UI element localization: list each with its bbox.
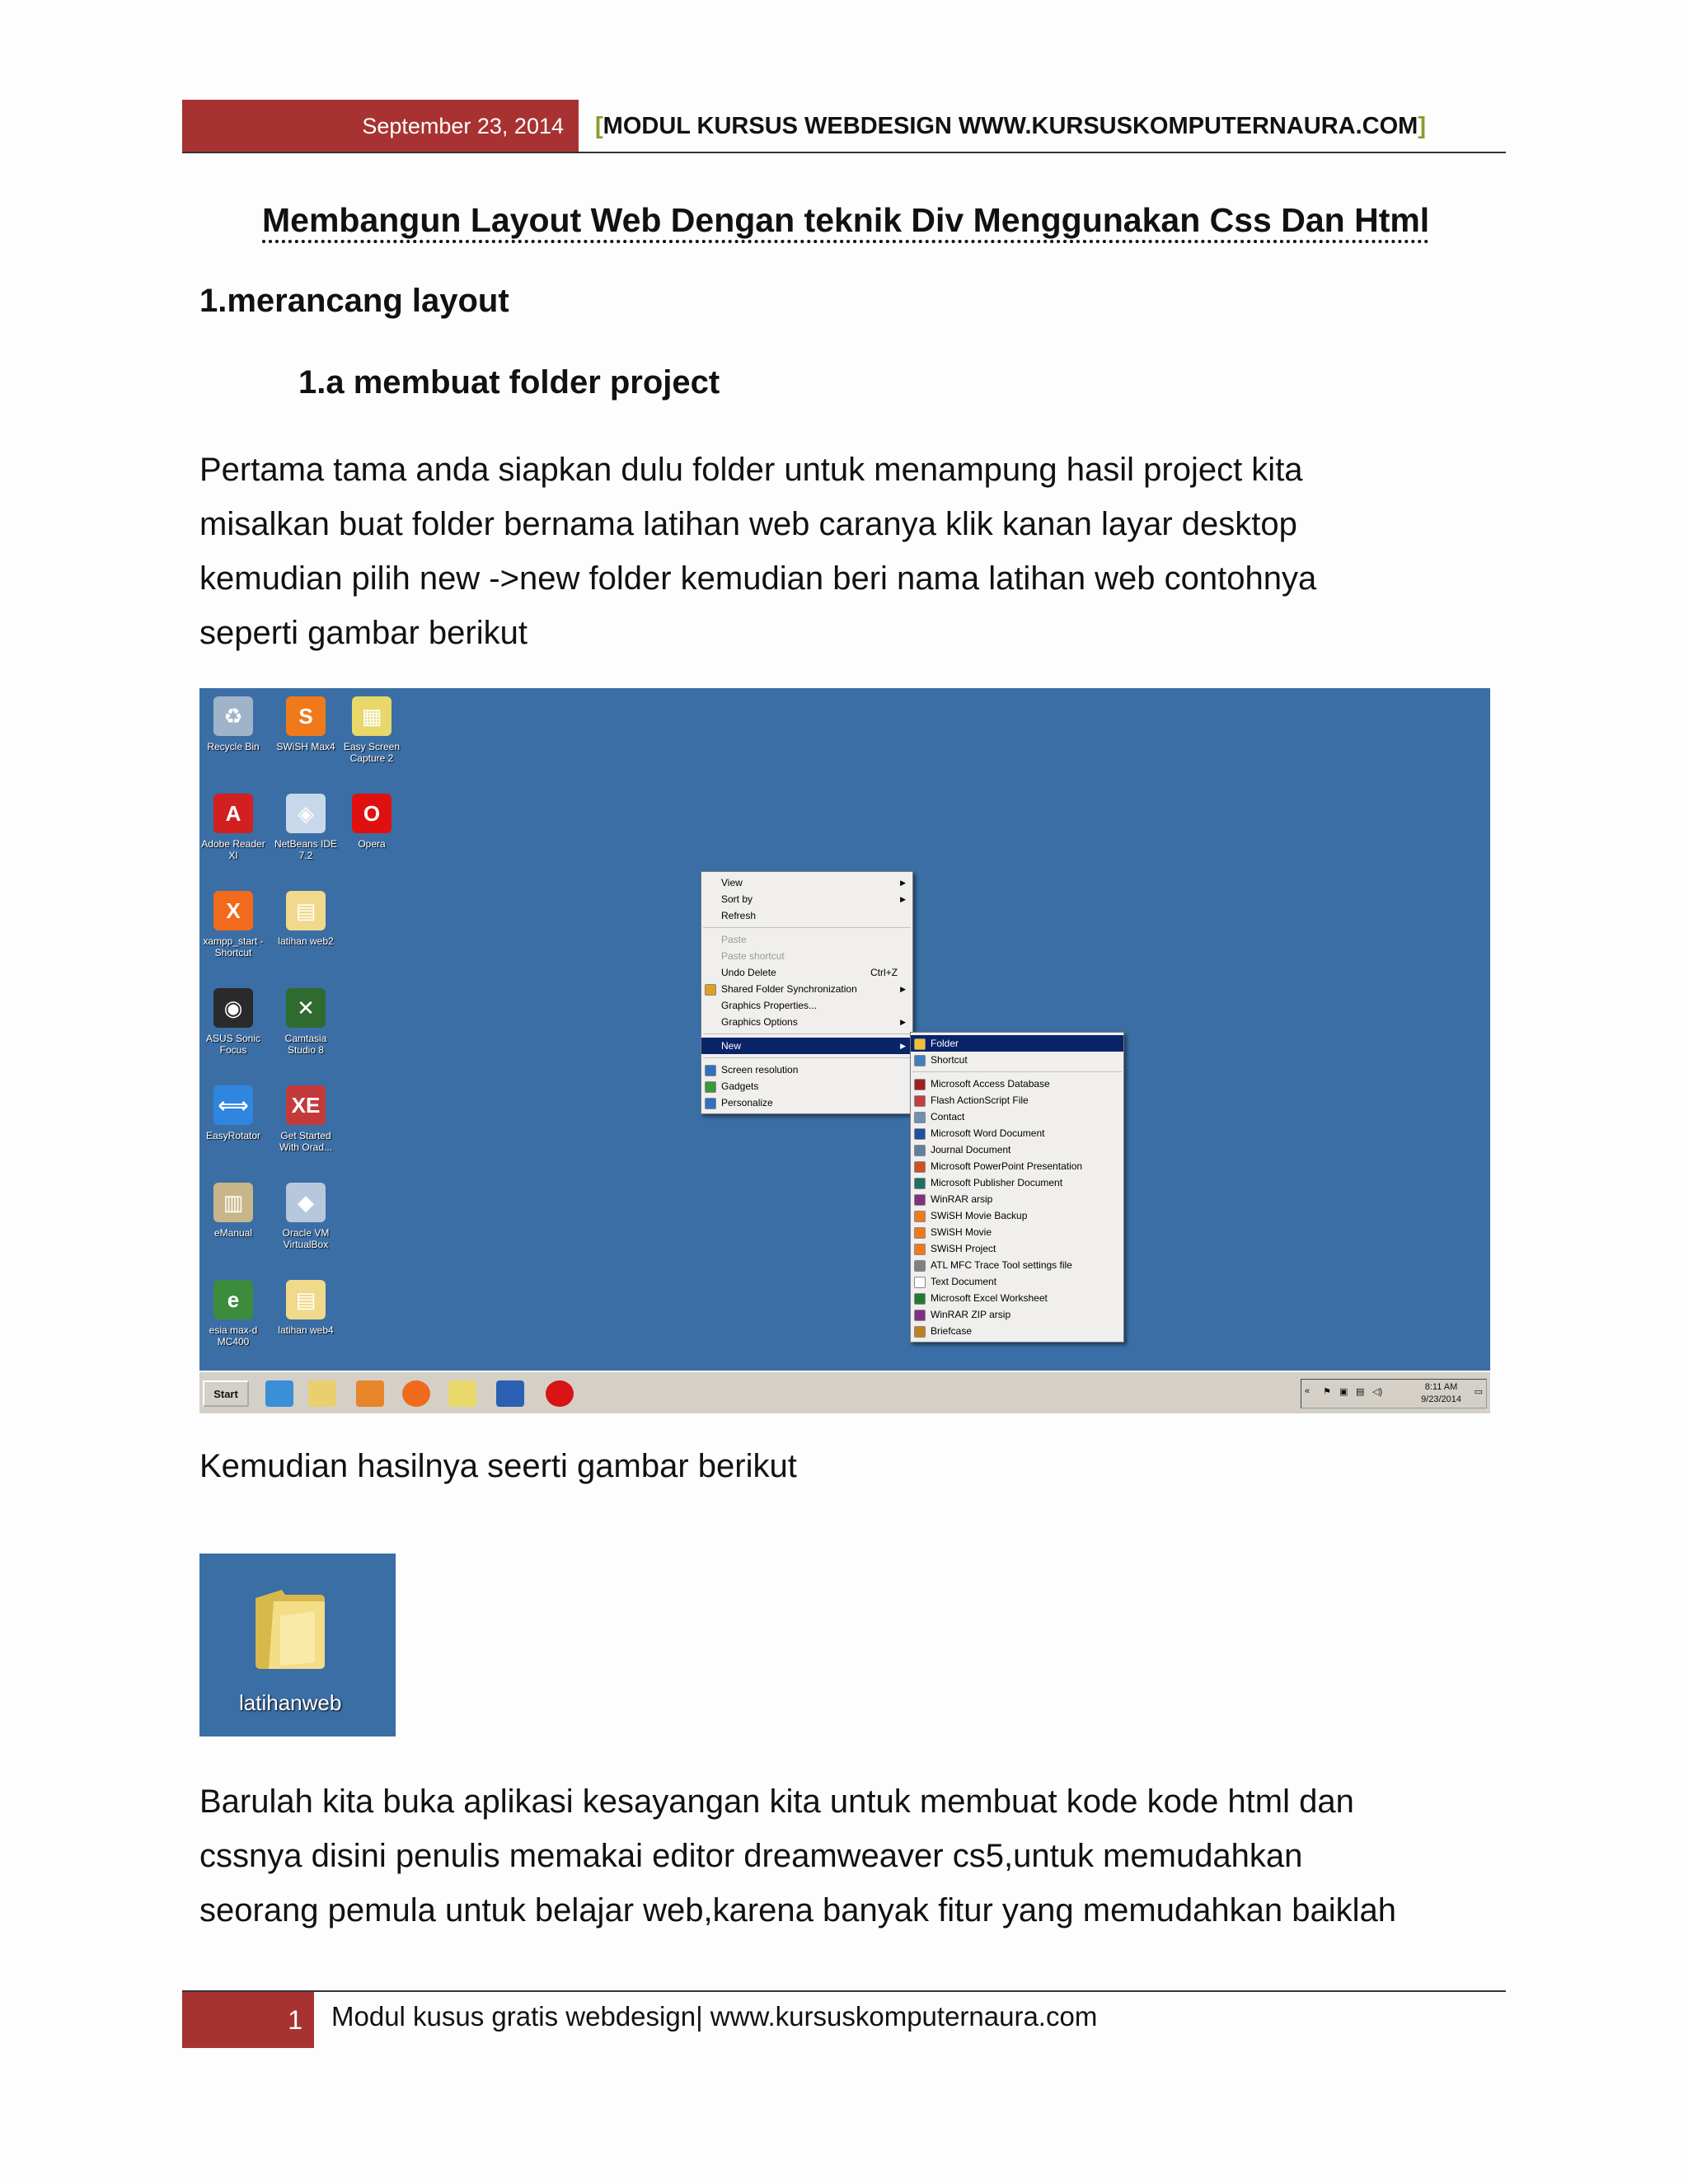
tray-chevron-icon[interactable]: « — [1305, 1386, 1311, 1396]
paragraph-line: seperti gambar berikut — [199, 615, 528, 651]
new-submenu-item[interactable] — [911, 1108, 1123, 1125]
menu-item-icon — [914, 1055, 926, 1066]
menu-item-label: SWiSH Project — [931, 1243, 996, 1254]
desktop-icon-image-icon: ♻ — [213, 696, 253, 736]
menu-item-icon — [705, 1081, 716, 1093]
desktop-icon-image-icon: ▦ — [352, 696, 392, 736]
menu-item-icon — [914, 1244, 926, 1255]
context-menu-item[interactable] — [701, 997, 912, 1014]
desktop-screenshot — [199, 688, 1490, 1413]
menu-item-icon — [914, 1293, 926, 1305]
desktop-icon-label: ASUS Sonic Focus — [205, 1033, 261, 1056]
desktop-icon-label: esia max-d MC400 — [209, 1324, 258, 1347]
menu-item-icon — [914, 1128, 926, 1140]
new-submenu-item[interactable] — [911, 1035, 1123, 1052]
submenu-arrow-icon: ▶ — [900, 879, 906, 887]
desktop-icon-label: Get Started With Orad... — [279, 1130, 332, 1153]
folder-result-screenshot — [199, 1554, 396, 1736]
new-submenu-item[interactable] — [911, 1092, 1123, 1108]
desktop-icon-label: Oracle VM VirtualBox — [282, 1227, 330, 1250]
start-button[interactable] — [203, 1380, 249, 1407]
screen-capture-icon[interactable] — [448, 1380, 476, 1407]
new-submenu-item[interactable] — [911, 1052, 1123, 1068]
clock-date: 9/23/2014 — [1421, 1394, 1461, 1404]
footer-text: Modul kusus gratis webdesign| www.kursuskomputernaura.com — [331, 2001, 1098, 2032]
menu-item-label: Contact — [931, 1111, 965, 1122]
context-menu-item — [701, 931, 912, 948]
menu-separator — [703, 927, 911, 928]
menu-item-label: New — [721, 1040, 742, 1052]
menu-item-label: Screen resolution — [721, 1064, 799, 1076]
desktop-icon-image-icon: ⟺ — [213, 1085, 253, 1125]
menu-item-label: Shortcut — [931, 1054, 968, 1066]
opera-icon[interactable] — [546, 1380, 574, 1407]
desktop-icon[interactable] — [272, 891, 340, 947]
show-desktop-icon[interactable]: ▭ — [1474, 1387, 1483, 1397]
flag-icon[interactable]: ⚑ — [1323, 1387, 1331, 1397]
header-title — [595, 100, 1426, 153]
menu-item-icon — [914, 1112, 926, 1123]
desktop-icon[interactable] — [199, 794, 267, 861]
menu-item-label: Microsoft PowerPoint Presentation — [931, 1160, 1083, 1172]
desktop-icon-label: eManual — [213, 1227, 253, 1239]
menu-item-label: Briefcase — [931, 1325, 973, 1337]
menu-separator — [703, 1033, 911, 1034]
menu-item-label: Graphics Options — [721, 1016, 798, 1028]
desktop-icon[interactable] — [338, 794, 406, 850]
new-submenu-item[interactable] — [911, 1273, 1123, 1290]
menu-item-label: WinRAR ZIP arsip — [931, 1309, 1011, 1320]
menu-item-label: Personalize — [721, 1097, 773, 1108]
header-bracket-open: [ — [595, 113, 603, 139]
context-menu-item[interactable] — [701, 907, 912, 924]
header-bracket-close: ] — [1418, 113, 1427, 139]
system-tray — [1301, 1379, 1487, 1408]
explorer-folder-icon[interactable] — [308, 1380, 336, 1407]
desktop-icon-image-icon: ▤ — [286, 891, 326, 930]
submenu-arrow-icon: ▶ — [900, 1018, 906, 1026]
paragraph-line: Barulah kita buka aplikasi kesayangan kita untuk membuat kode kode html dan — [199, 1783, 1354, 1820]
submenu-arrow-icon: ▶ — [900, 1042, 906, 1050]
desktop-icon[interactable] — [272, 988, 340, 1056]
menu-item-shortcut: Ctrl+Z — [870, 967, 898, 978]
menu-item-icon — [914, 1277, 926, 1288]
new-submenu — [910, 1032, 1124, 1343]
context-menu-item[interactable] — [701, 1014, 912, 1030]
menu-item-label: Flash ActionScript File — [931, 1094, 1029, 1106]
menu-item-label: Text Document — [931, 1276, 997, 1287]
new-submenu-item[interactable] — [911, 1174, 1123, 1191]
new-submenu-item[interactable] — [911, 1158, 1123, 1174]
context-menu-item[interactable] — [701, 1038, 912, 1054]
menu-item-icon — [914, 1194, 926, 1206]
menu-item-label: View — [721, 877, 743, 888]
folder-label: latihanweb — [239, 1690, 342, 1715]
context-menu-item[interactable] — [701, 1094, 912, 1111]
paragraph-1 — [199, 443, 1316, 660]
menu-item-icon — [914, 1038, 926, 1050]
desktop-icon-image-icon: A — [213, 794, 253, 833]
menu-item-icon — [914, 1095, 926, 1107]
menu-item-icon — [914, 1178, 926, 1189]
paragraph-line: seorang pemula untuk belajar web,karena banyak fitur yang memudahkan baiklah — [199, 1892, 1397, 1929]
desktop-icon[interactable] — [199, 1183, 267, 1239]
taskbar — [199, 1371, 1490, 1413]
start-label: Start — [213, 1388, 238, 1400]
context-menu-item[interactable] — [701, 964, 912, 981]
menu-item-label: Journal Document — [931, 1144, 1011, 1155]
context-menu-item — [701, 948, 912, 964]
new-submenu-item[interactable] — [911, 1323, 1123, 1339]
desktop-icon-label: Easy Screen Capture 2 — [343, 741, 401, 764]
clock[interactable] — [1421, 1381, 1461, 1406]
context-menu-item[interactable] — [701, 1062, 912, 1078]
context-menu-item[interactable] — [701, 874, 912, 891]
document-title: Membangun Layout Web Dengan teknik Div Menggunakan Css Dan Html — [262, 201, 1430, 239]
menu-separator — [912, 1071, 1122, 1072]
context-menu-item[interactable] — [701, 981, 912, 997]
desktop-icon[interactable] — [272, 794, 340, 861]
desktop-icon-image-icon: O — [352, 794, 392, 833]
desktop-icon[interactable] — [199, 1280, 267, 1347]
submenu-arrow-icon: ▶ — [900, 985, 906, 993]
desktop-icon-image-icon: S — [286, 696, 326, 736]
menu-item-label: Undo Delete — [721, 967, 776, 978]
menu-item-icon — [705, 1098, 716, 1109]
desktop-icon[interactable] — [272, 1085, 340, 1153]
menu-item-icon — [705, 1065, 716, 1076]
desktop-icon-image-icon: ◆ — [286, 1183, 326, 1222]
desktop-icon-label: latihan web4 — [278, 1324, 334, 1336]
new-submenu-item[interactable] — [911, 1141, 1123, 1158]
menu-item-label: Shared Folder Synchronization — [721, 983, 857, 995]
desktop-icon-label: NetBeans IDE 7.2 — [274, 838, 338, 861]
firefox-icon[interactable] — [402, 1380, 430, 1407]
menu-separator — [703, 1057, 911, 1058]
new-submenu-item[interactable] — [911, 1257, 1123, 1273]
word-icon[interactable] — [496, 1380, 524, 1407]
menu-item-icon — [914, 1145, 926, 1156]
menu-item-icon — [914, 1079, 926, 1090]
desktop-icon[interactable] — [272, 1183, 340, 1250]
desktop-icon-label: xampp_start - Shortcut — [203, 935, 264, 958]
section-heading-1a: 1.a membuat folder project — [298, 364, 720, 401]
page-number: 1 — [182, 1992, 314, 2048]
media-player-icon[interactable] — [356, 1380, 384, 1407]
desktop-icon-label: Opera — [358, 838, 386, 850]
desktop-icon-image-icon: XE — [286, 1085, 326, 1125]
desktop-icon[interactable] — [272, 696, 340, 752]
paragraph-line: kemudian pilih new ->new folder kemudian beri nama latihan web contohnya — [199, 560, 1317, 597]
context-menu-item[interactable] — [701, 1078, 912, 1094]
menu-item-label: Sort by — [721, 893, 753, 905]
menu-item-icon — [914, 1211, 926, 1222]
paragraph-line: cssnya disini penulis memakai editor dreamweaver cs5,untuk memudahkan — [199, 1838, 1303, 1874]
new-submenu-item[interactable] — [911, 1306, 1123, 1323]
menu-item-icon — [705, 984, 716, 996]
menu-item-label: Microsoft Publisher Document — [931, 1177, 1063, 1188]
new-submenu-item[interactable] — [911, 1240, 1123, 1257]
desktop-icon-image-icon: ▥ — [213, 1183, 253, 1222]
new-submenu-item[interactable] — [911, 1076, 1123, 1092]
desktop-icon-image-icon: ◈ — [286, 794, 326, 833]
result-caption: Kemudian hasilnya seerti gambar berikut — [199, 1448, 797, 1484]
new-submenu-item[interactable] — [911, 1125, 1123, 1141]
desktop-icon-label: Camtasia Studio 8 — [284, 1033, 327, 1056]
desktop-icon-label: latihan web2 — [278, 935, 334, 947]
menu-item-icon — [914, 1310, 926, 1321]
desktop-icon-label: Recycle Bin — [207, 741, 260, 752]
new-submenu-item[interactable] — [911, 1191, 1123, 1207]
menu-item-label: Paste shortcut — [721, 950, 785, 962]
desktop-icon-image-icon: X — [213, 891, 253, 930]
desktop-icon[interactable] — [338, 696, 406, 764]
header-rule — [182, 152, 1506, 153]
menu-item-icon — [914, 1326, 926, 1338]
menu-item-label: WinRAR arsip — [931, 1193, 993, 1205]
desktop-icon-image-icon: e — [213, 1280, 253, 1319]
internet-explorer-icon[interactable] — [265, 1380, 293, 1407]
menu-item-label: Refresh — [721, 910, 757, 921]
desktop-icon-image-icon: ▤ — [286, 1280, 326, 1319]
menu-item-label: Paste — [721, 934, 747, 945]
desktop-icon-label: Adobe Reader XI — [201, 838, 265, 861]
footer-rule — [182, 1990, 1506, 1992]
context-menu-item[interactable] — [701, 891, 912, 907]
desktop-icon-label: SWiSH Max4 — [276, 741, 335, 752]
desktop-icon-image-icon: ✕ — [286, 988, 326, 1028]
section-heading-1: 1.merancang layout — [199, 283, 509, 319]
menu-item-label: Microsoft Access Database — [931, 1078, 1050, 1090]
paragraph-line: Pertama tama anda siapkan dulu folder untuk menampung hasil project kita — [199, 452, 1303, 488]
desktop-icon[interactable] — [199, 1085, 267, 1141]
paragraph-line: misalkan buat folder bernama latihan web caranya klik kanan layar desktop — [199, 506, 1297, 542]
desktop-icon[interactable] — [199, 891, 267, 958]
menu-item-label: Microsoft Word Document — [931, 1127, 1045, 1139]
new-submenu-item[interactable] — [911, 1207, 1123, 1224]
desktop-icon[interactable] — [199, 988, 267, 1056]
menu-item-label: SWiSH Movie Backup — [931, 1210, 1028, 1221]
menu-item-label: SWiSH Movie — [931, 1226, 992, 1238]
menu-item-label: Microsoft Excel Worksheet — [931, 1292, 1048, 1304]
submenu-arrow-icon: ▶ — [900, 895, 906, 903]
context-menu — [701, 871, 913, 1114]
menu-item-label: ATL MFC Trace Tool settings file — [931, 1259, 1072, 1271]
menu-item-icon — [914, 1227, 926, 1239]
desktop-icon[interactable] — [272, 1280, 340, 1336]
monitor-icon[interactable]: ▣ — [1339, 1387, 1348, 1397]
menu-item-icon — [914, 1161, 926, 1173]
menu-item-icon — [914, 1260, 926, 1272]
header-date: September 23, 2014 — [182, 100, 579, 153]
menu-item-label: Graphics Properties... — [721, 1000, 818, 1011]
header-title-text: MODUL KURSUS WEBDESIGN WWW.KURSUSKOMPUTERNAURA.COM — [603, 113, 1418, 139]
desktop-icon-image-icon: ◉ — [213, 988, 253, 1028]
menu-item-label: Gadgets — [721, 1080, 759, 1092]
new-submenu-item[interactable] — [911, 1224, 1123, 1240]
menu-item-label: Folder — [931, 1038, 959, 1049]
network-icon[interactable]: ▤ — [1356, 1387, 1365, 1397]
new-submenu-item[interactable] — [911, 1290, 1123, 1306]
folder-icon — [249, 1583, 331, 1674]
volume-icon[interactable]: ◁) — [1372, 1387, 1383, 1397]
clock-time: 8:11 AM — [1424, 1382, 1458, 1392]
desktop-icon-label: EasyRotator — [205, 1130, 261, 1141]
desktop-icon[interactable] — [199, 696, 267, 752]
paragraph-2 — [199, 1774, 1396, 1938]
